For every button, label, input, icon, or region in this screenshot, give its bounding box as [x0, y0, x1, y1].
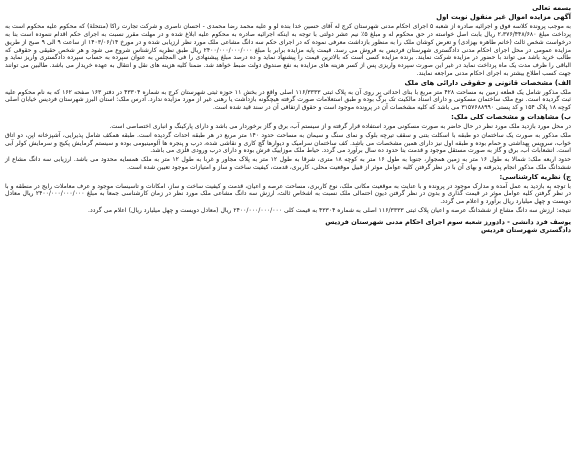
notice-document: [5, 4, 571, 450]
section-building-text: ملک مذکور به صورت یک ساختمان دو طبقه با اسکلت بتنی و سقف تیرچه بلوک و نمای سنگ و سیمان به مساحت حدود ۱۴۰ متر مربع در هر طبقه احداث گردیده است. طبقه همکف شامل پذیرایی، آشپزخانه اپن، دو اتاق خواب، سرویس بهداشتی و حمام بوده و طبقه اول نیز دارای همین مشخصات می باشد. کف ساختمان سرامیک و دیوارها گچ کاری و نقاشی شده، درب و پنجره ها آلومینیومی بوده و سیستم گرمایش پکیج و سرمایش کولر آبی است. انشعابات آب، برق و گاز به صورت مستقل موجود و قدمت بنا حدود ده سال برآورد می گردد. حیاط ملک موزاییک فرش بوده و دارای درب ورودی فلزی می باشد.: [5, 131, 571, 155]
conclusion-text: نتیجه: ارزش سه دانگ مشاع از ششدانگ عرصه و اعیان پلاک ثبتی ۱۱۶/۳۳۳۳ اصلی به شماره ۴۳۳۰۴ به قیمت کلی ۲۴۰۰/۰۰۰/۰۰۰/۰۰۰ ریال (معادل دویست و چهل میلیارد ریال) اعلام می گردد.: [88, 207, 571, 215]
section-legal-text: ملک مذکور شامل یک قطعه زمین به مساحت ۴۲۸ متر مربع با بنای احداثی بر روی آن به پلاک ثبتی ۱۱۶/۳۳۳۳ اصلی واقع در بخش ۱۱ حوزه ثبتی شهرستان کرج به شماره ۴۳۳۰۴ در دفتر ۱۶۳ صفحه ۱۶۲ که به نام محکوم علیه ثبت گردیده است. نوع ملک ساختمان مسکونی و دارای اسناد مالکیت تک برگ بوده و طبق استعلامات صورت گرفته هیچگونه بازداشت یا رهنی غیر از مورد مزایده ندارد. آدرس ملک: استان البرز شهرستان فردیس خیابان اصلی کوچه ۱۸ پلاک ۱۵۴ و کد پستی ۳۱۵۷۶۸۸۹۹۰ می باشد که کلیه مشخصات آن در پرونده موجود است و حقوق ارتفاقی آن در سند قید شده است.: [5, 88, 572, 112]
section-expert-text: با توجه به بازدید به عمل آمده و مدارک موجود در پرونده و با عنایت به موقعیت مکانی ملک، نوع کاربری، مساحت عرصه و اعیان، قدمت و کیفیت ساخت و ساز، امکانات و تاسیسات موجود و عرف معاملات رایج در منطقه و با در نظر گرفتن کلیه عوامل موثر در قیمت گذاری و بدون در نظر گرفتن دیون احتمالی ملک نسبت به اشخاص ثالث، ارزش سه دانگ مشاعی ملک مورد نظر در زمان کارشناسی جمعا به مبلغ ۲۴۰۰/۰۰۰/۰۰۰/۰۰۰ ریال معادل دویست و چهل میلیارد ریال برآورد و اعلام می گردد.: [5, 182, 571, 206]
section-observation-text: در محل مورد بازدید ملک مورد نظر در حال حاضر به صورت مسکونی مورد استفاده قرار گرفته و از سیستم آب، برق و گاز برخوردار می باشد و دارای پارکینگ و انباری اختصاصی است.: [109, 122, 571, 130]
section-legal-heading: الف) مشخصات قانونی و حقوقی دارائی های ملک: [404, 79, 571, 88]
bismillah-heading: بسمه تعالی: [532, 4, 571, 12]
section-expert-heading: ج) نظریه کارشناسی:: [499, 173, 571, 182]
intro-paragraph: به موجب پرونده کلاسه فوق و اجرائیه صادره از شعبه ۵ اجرای احکام مدنی شهرستان کرج له آقای حسین خدا بنده لو و علیه محمد رضا محمدی - احسان ناصری و شرکت تجارت راکا (منتحلهٔ) که محکوم علیه محکوم است به پرداخت مبلغ ۲،۳۷۶/۴۴۸/۶۸۰ ریال بابت اصل خواسته در حق محکوم له و مبلغ ۵٪ نیم عشر دولتی با توجه به اینکه اجرائیه صادره به محکوم علیه ابلاغ شده و در مهلت مقرر نسبت به اجرای حکم اقدام ننموده است بنا به درخواست شخص ثالث (خانم طاهره بهزادی) و تعرض کوشان ملک را به منظور بازداشت معرفی نموده که در اجرای حکم سه دانگ مشاعی ملک مورد نظر ارزیابی شده و در مورخ ۱۴۰۳/۰۶/۱۴ از ساعت ۹ الی ۹ صبح از طریق مزایده عمومی در محل اجرای احکام مدنی دادگستری شهرستان فردیس به فروش می رسد. قیمت پایه مزایده برابر با مبلغ ۲۴۰۰/۰۰۰/۰۰۰/۰۰۰ ریال طبق نظریه کارشناس شروع می شود و هر شخص حقیقی و حقوقی که طالب خرید باشد می تواند با حضور در مزایده شرکت نمایند. برنده مزایده کسی است که بالاترین قیمت را پیشنهاد نماید و ده درصد مبلغ پیشنهادی را فی المجلس به عنوان سپرده به حساب سپرده دادگستری واریز نماید و الباقی را ظرف مدت یک ماه پرداخت نماید در غیر این صورت سپرده واریزی پس از کسر هزینه های مزایده به نفع صندوق دولت ضبط خواهد شد. ضمنا کلیه هزینه های نقل و انتقال به عهده خریدار می باشد. طالبین می توانند جهت کسب اطلاع بیشتر به اجرای احکام مدنی مراجعه نمایند.: [5, 22, 571, 78]
notice-title: آگهی مزایده اموال غیر منقول نوبت اول: [436, 13, 571, 22]
signature-office: دادگستری شهرستان فردیس: [481, 226, 571, 235]
title-block: [5, 4, 571, 22]
section-observation-heading: ب) مشاهدات و مشخصات کلی ملک:: [451, 113, 571, 122]
section-boundaries-text: حدود اربعه ملک: شمالا به طول ۱۶ متر به زمین همجوار، جنوبا به طول ۱۶ متر به کوچه ۱۸ متری، شرقا به طول ۱۲ متر به پلاک مجاور و غربا به طول ۱۲ متر به ملک همسایه محدود می باشد. ارزیابی سه دانگ مشاع از ششدانگ ملک مذکور انجام پذیرفته و بهای آن با در نظر گرفتن کلیه عوامل موثر از قبیل موقعیت محلی، کاربری، قدمت، کیفیت ساخت و ساز و امتیازات موجود تعیین شده است.: [5, 156, 571, 172]
signature-name: یوسف فرد دانشی - دادورز شعبه سوم اجرای احکام مدنی شهرستان فردیس: [325, 218, 571, 227]
